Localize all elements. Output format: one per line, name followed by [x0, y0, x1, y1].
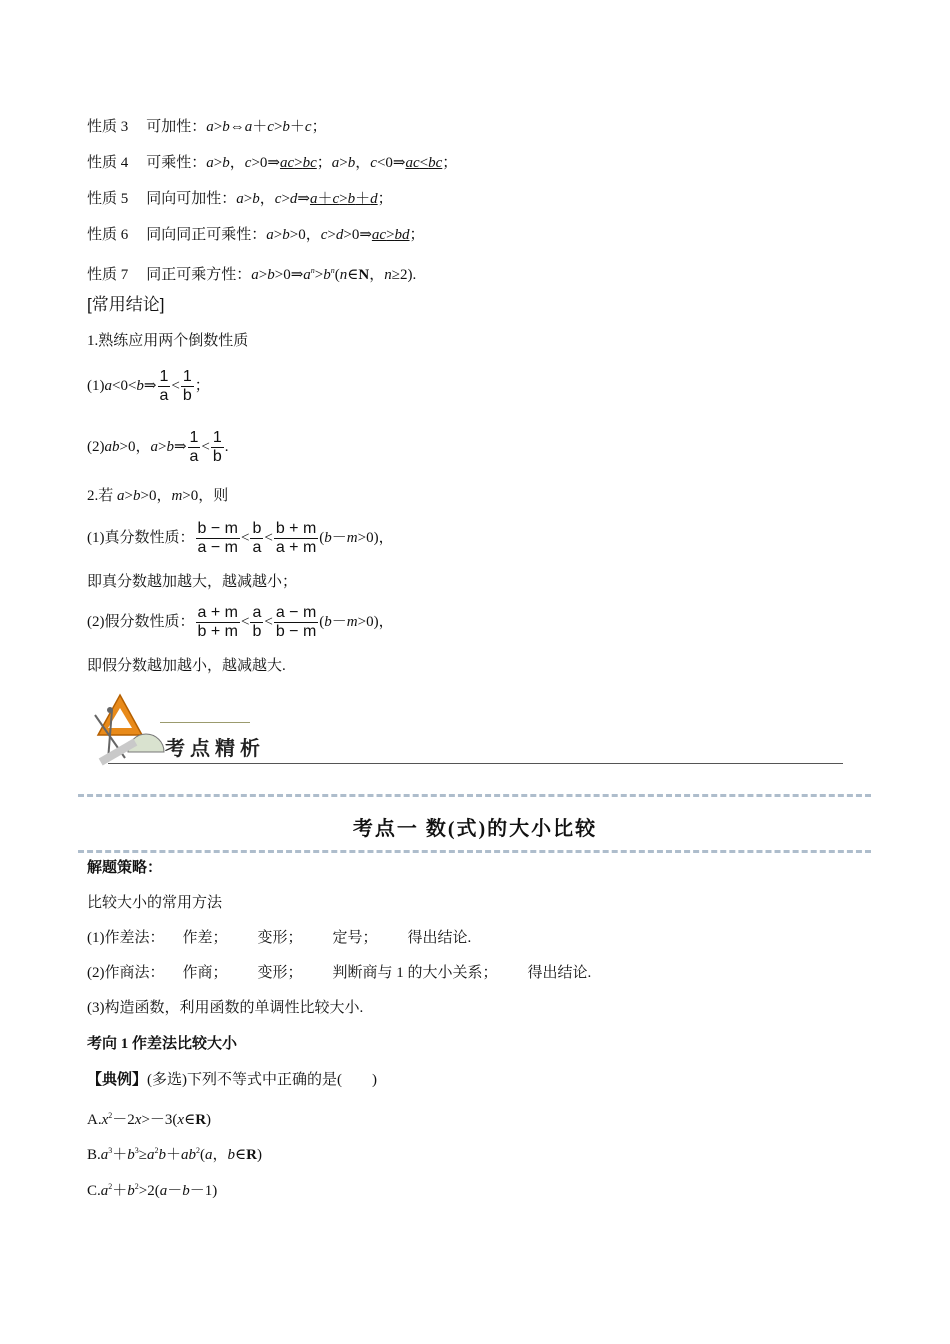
true-fraction-property: (1)真分数性质： $\frac{b - m}{a - m}$ < $\frac{b}{a}$ < $\frac{b + m}{a + m}$ (b－m>0)，	[87, 520, 394, 557]
property-4: 性质 4 可乘性：a>b，c>0⇒ac>bc；a>b，c<0⇒ac<bc；	[87, 155, 458, 171]
example-tag: 【典例】	[87, 1072, 148, 1088]
false-fraction-property: (2)假分数性质： $\frac{a + m}{b + m}$ < $\frac{a}{b}$ < $\frac{a - m}{b - m}$ (b－m>0)，	[87, 604, 394, 641]
true-fraction-note: 即真分数越加越大，越减越小；	[87, 574, 298, 590]
method-function: (3)构造函数，利用函数的单调性比较大小.	[87, 1000, 364, 1016]
method-difference: (1)作差法： 作差； 变形； 定号； 得出结论.	[87, 930, 472, 946]
banner-bottom-rule	[108, 763, 843, 764]
property-5: 性质 5 同向可加性：a>b，c>d⇒a＋c>b＋d；	[87, 191, 393, 207]
method-quotient: (2)作商法： 作商； 变形； 判断商与 1 的大小关系； 得出结论.	[87, 965, 592, 981]
banner-top-rule	[160, 722, 250, 723]
strategy-label: 解题策略：	[87, 860, 163, 876]
reciprocal-property-1: (1)a<0<b⇒ $\frac{1}{a}$ < $\frac{1}{b}$ ；	[87, 368, 210, 405]
property-6: 性质 6 同向同正可乘性：a>b>0，c>d>0⇒ac>bd；	[87, 227, 425, 243]
option-c: $C.a^2+b^2>2(a-b-1)$	[87, 1182, 218, 1199]
section-bottom-divider	[78, 850, 871, 853]
property-7: 性质 7 同正可乘方性：$a>b>0\Rightarrow a^n>b^n(n\in N$，n≥2).	[87, 266, 417, 283]
option-a: $A.x^2-2x>-3(x\in R)$	[87, 1111, 212, 1128]
example-question: 【典例】(多选)下列不等式中正确的是( )	[87, 1072, 377, 1088]
direction-title: 考向 1 作差法比较大小	[87, 1036, 238, 1052]
section-top-divider	[78, 794, 871, 797]
section-title: 考点一 数(式)的大小比较	[352, 818, 598, 840]
reciprocal-property-2: (2)ab>0，a>b⇒ $\frac{1}{a}$ < $\frac{1}{b}$ .	[87, 429, 229, 466]
methods-intro: 比较大小的常用方法	[87, 895, 223, 911]
item1-title: 1.熟练应用两个倒数性质	[87, 333, 249, 349]
property-3: 性质 3 可加性：a>b⇔a＋c>b＋c；	[87, 119, 327, 135]
common-heading: [常用结论]	[87, 295, 165, 314]
banner-title: 考点精析	[165, 738, 265, 760]
option-b: $B.a^3+b^3\ge a^2b+ab^2(a$，b∈R)	[87, 1146, 262, 1163]
item2-title: 2.若 a>b>0，m>0，则	[87, 488, 229, 504]
false-fraction-note: 即假分数越加越小，越减越大.	[87, 658, 286, 674]
